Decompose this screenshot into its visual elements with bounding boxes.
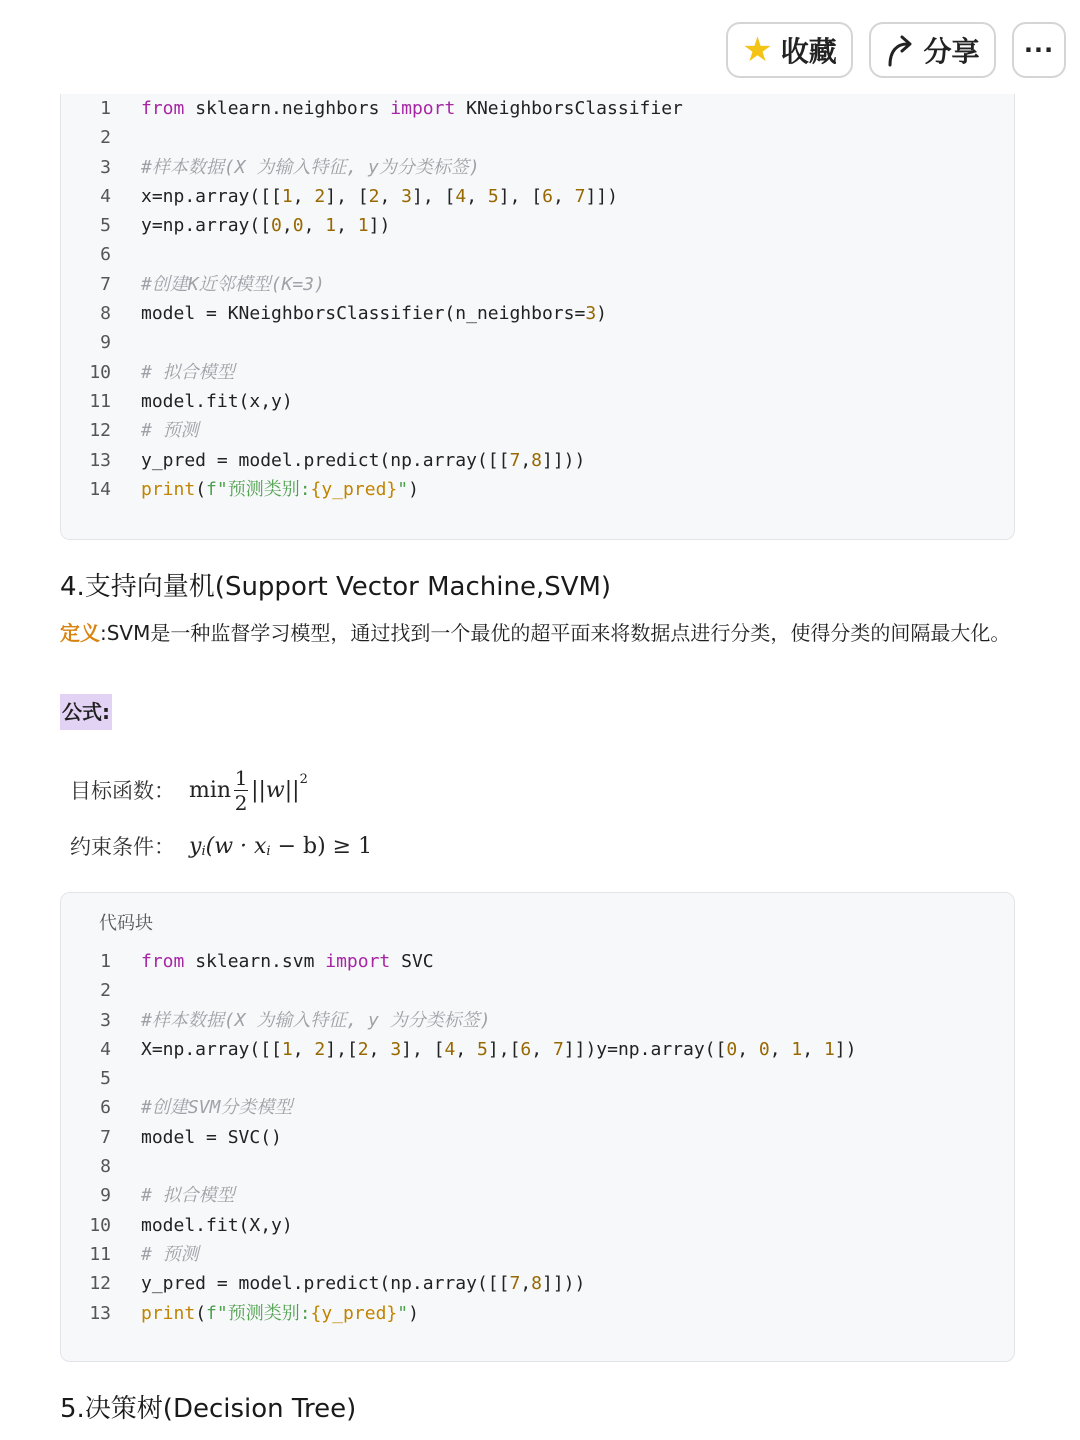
definition-label: 定义 [60,621,100,645]
code-text: y_pred = model.predict(np.array([[7,8]])) [141,449,586,471]
line-number: 13 [89,1302,111,1324]
definition-text: :SVM是一种监督学习模型，通过找到一个最优的超平面来将数据点进行分类，使得分类的间隔最大化。 [100,621,1011,645]
code-text: print(f"预测类别:{y_pred}") [141,1302,419,1324]
code-line [61,1211,1014,1240]
objective-label: 目标函数： [70,779,175,803]
section-heading-svm: 4.支持向量机(Support Vector Machine,SVM) [60,572,612,602]
code-line [61,387,1014,416]
line-number: 9 [100,332,111,354]
code-block-title: 代码块 [99,913,153,934]
code-line [61,182,1014,211]
code-block-knn [60,94,1015,540]
constraint-formula [189,834,372,859]
favorite-button[interactable] [726,22,853,78]
section-heading-decision-tree: 5.决策树(Decision Tree) [60,1394,357,1424]
code-text: print(f"预测类别:{y_pred}") [141,478,419,500]
objective-function [70,760,308,820]
code-line [61,153,1014,182]
code-line [61,475,1014,504]
line-number: 9 [100,1185,111,1207]
top-toolbar [726,22,1066,78]
min-operator: min [189,777,232,803]
code-text: model = SVC() [141,1126,282,1148]
code-text: from sklearn.neighbors import KNeighborsClassifier [141,98,683,119]
objective-formula [189,766,308,815]
code-line [61,947,1014,976]
fraction-numerator: 1 [234,765,248,790]
code-line [61,270,1014,299]
code-comment: # 预测 [141,420,199,442]
star-icon: ★ [742,30,773,70]
code-line [61,1181,1014,1210]
code-comment: # 拟合模型 [141,1185,235,1207]
constraint-label: 约束条件： [70,835,175,859]
expr-minus-b: − b) ≥ 1 [270,833,373,859]
line-number: 1 [100,951,111,972]
code-line [61,1240,1014,1269]
code-line [61,1269,1014,1298]
definition-paragraph [60,616,1020,650]
code-line [61,446,1014,475]
norm-w: ||w|| [251,777,300,803]
line-number: 14 [89,478,111,500]
subscript-i: i [201,843,206,859]
code-text: y_pred = model.predict(np.array([[7,8]])) [141,1273,586,1295]
line-number: 12 [89,420,111,442]
fraction [234,766,248,815]
code-line [61,416,1014,445]
code-line [61,211,1014,240]
code-comment: #样本数据(X 为输入特征, y为分类标签) [141,156,480,178]
code-line [61,94,1014,123]
share-label: 分享 [923,35,980,68]
line-number: 7 [100,1126,111,1148]
code-line [61,123,1014,152]
var-y: y [189,833,202,859]
line-number: 3 [100,1009,111,1031]
code-lines [61,947,1014,1328]
code-comment: #创建K近邻模型(K=3) [141,273,325,295]
formula-label: 公式: [60,694,112,730]
exponent: 2 [299,771,308,787]
code-line [61,328,1014,357]
code-comment: # 拟合模型 [141,361,235,383]
code-comment: # 预测 [141,1243,199,1265]
line-number: 7 [100,273,111,295]
share-arrow-icon [885,33,915,67]
subscript-i: i [266,843,271,859]
code-text: X=np.array([[1, 2],[2, 3], [4, 5],[6, 7]])y=np.array([0, 0, 1, 1]) [141,1038,857,1060]
code-text: model = KNeighborsClassifier(n_neighbors=3) [141,303,608,325]
code-line [61,1064,1014,1093]
favorite-label: 收藏 [780,35,837,68]
code-line [61,240,1014,269]
code-line [61,358,1014,387]
code-text: model.fit(x,y) [141,390,293,412]
share-button[interactable] [869,22,996,78]
line-number: 2 [100,127,111,149]
line-number: 5 [100,1068,111,1090]
line-number: 5 [100,215,111,237]
line-number: 1 [100,98,111,119]
line-number: 11 [89,1243,111,1265]
line-number: 10 [89,1214,111,1236]
line-number: 4 [100,185,111,207]
code-line [61,1035,1014,1064]
line-number: 8 [100,1156,111,1178]
constraint [70,826,372,866]
line-number: 2 [100,980,111,1002]
code-line [61,1093,1014,1122]
code-text: x=np.array([[1, 2], [2, 3], [4, 5], [6, 7]]) [141,185,618,207]
code-text: model.fit(X,y) [141,1214,293,1236]
more-icon: ··· [1023,36,1055,64]
line-number: 8 [100,303,111,325]
code-line [61,1123,1014,1152]
line-number: 12 [89,1273,111,1295]
line-number: 6 [100,1097,111,1119]
line-number: 10 [89,361,111,383]
code-line [61,976,1014,1005]
code-text: from sklearn.svm import SVC [141,951,434,972]
code-line [61,1006,1014,1035]
code-line [61,1299,1014,1328]
code-line [61,1152,1014,1181]
line-number: 11 [89,390,111,412]
line-number: 13 [89,449,111,471]
code-block-svm [60,892,1015,1362]
fraction-denominator: 2 [234,790,248,815]
line-number: 6 [100,244,111,266]
code-lines [61,94,1014,504]
line-number: 3 [100,156,111,178]
code-comment: #创建SVM分类模型 [141,1097,293,1119]
code-text: y=np.array([0,0, 1, 1]) [141,215,391,237]
code-comment: #样本数据(X 为输入特征, y 为分类标签) [141,1009,491,1031]
more-button[interactable] [1012,22,1066,78]
code-line [61,299,1014,328]
line-number: 4 [100,1038,111,1060]
expr-w-dot-x: (w · x [205,833,267,859]
